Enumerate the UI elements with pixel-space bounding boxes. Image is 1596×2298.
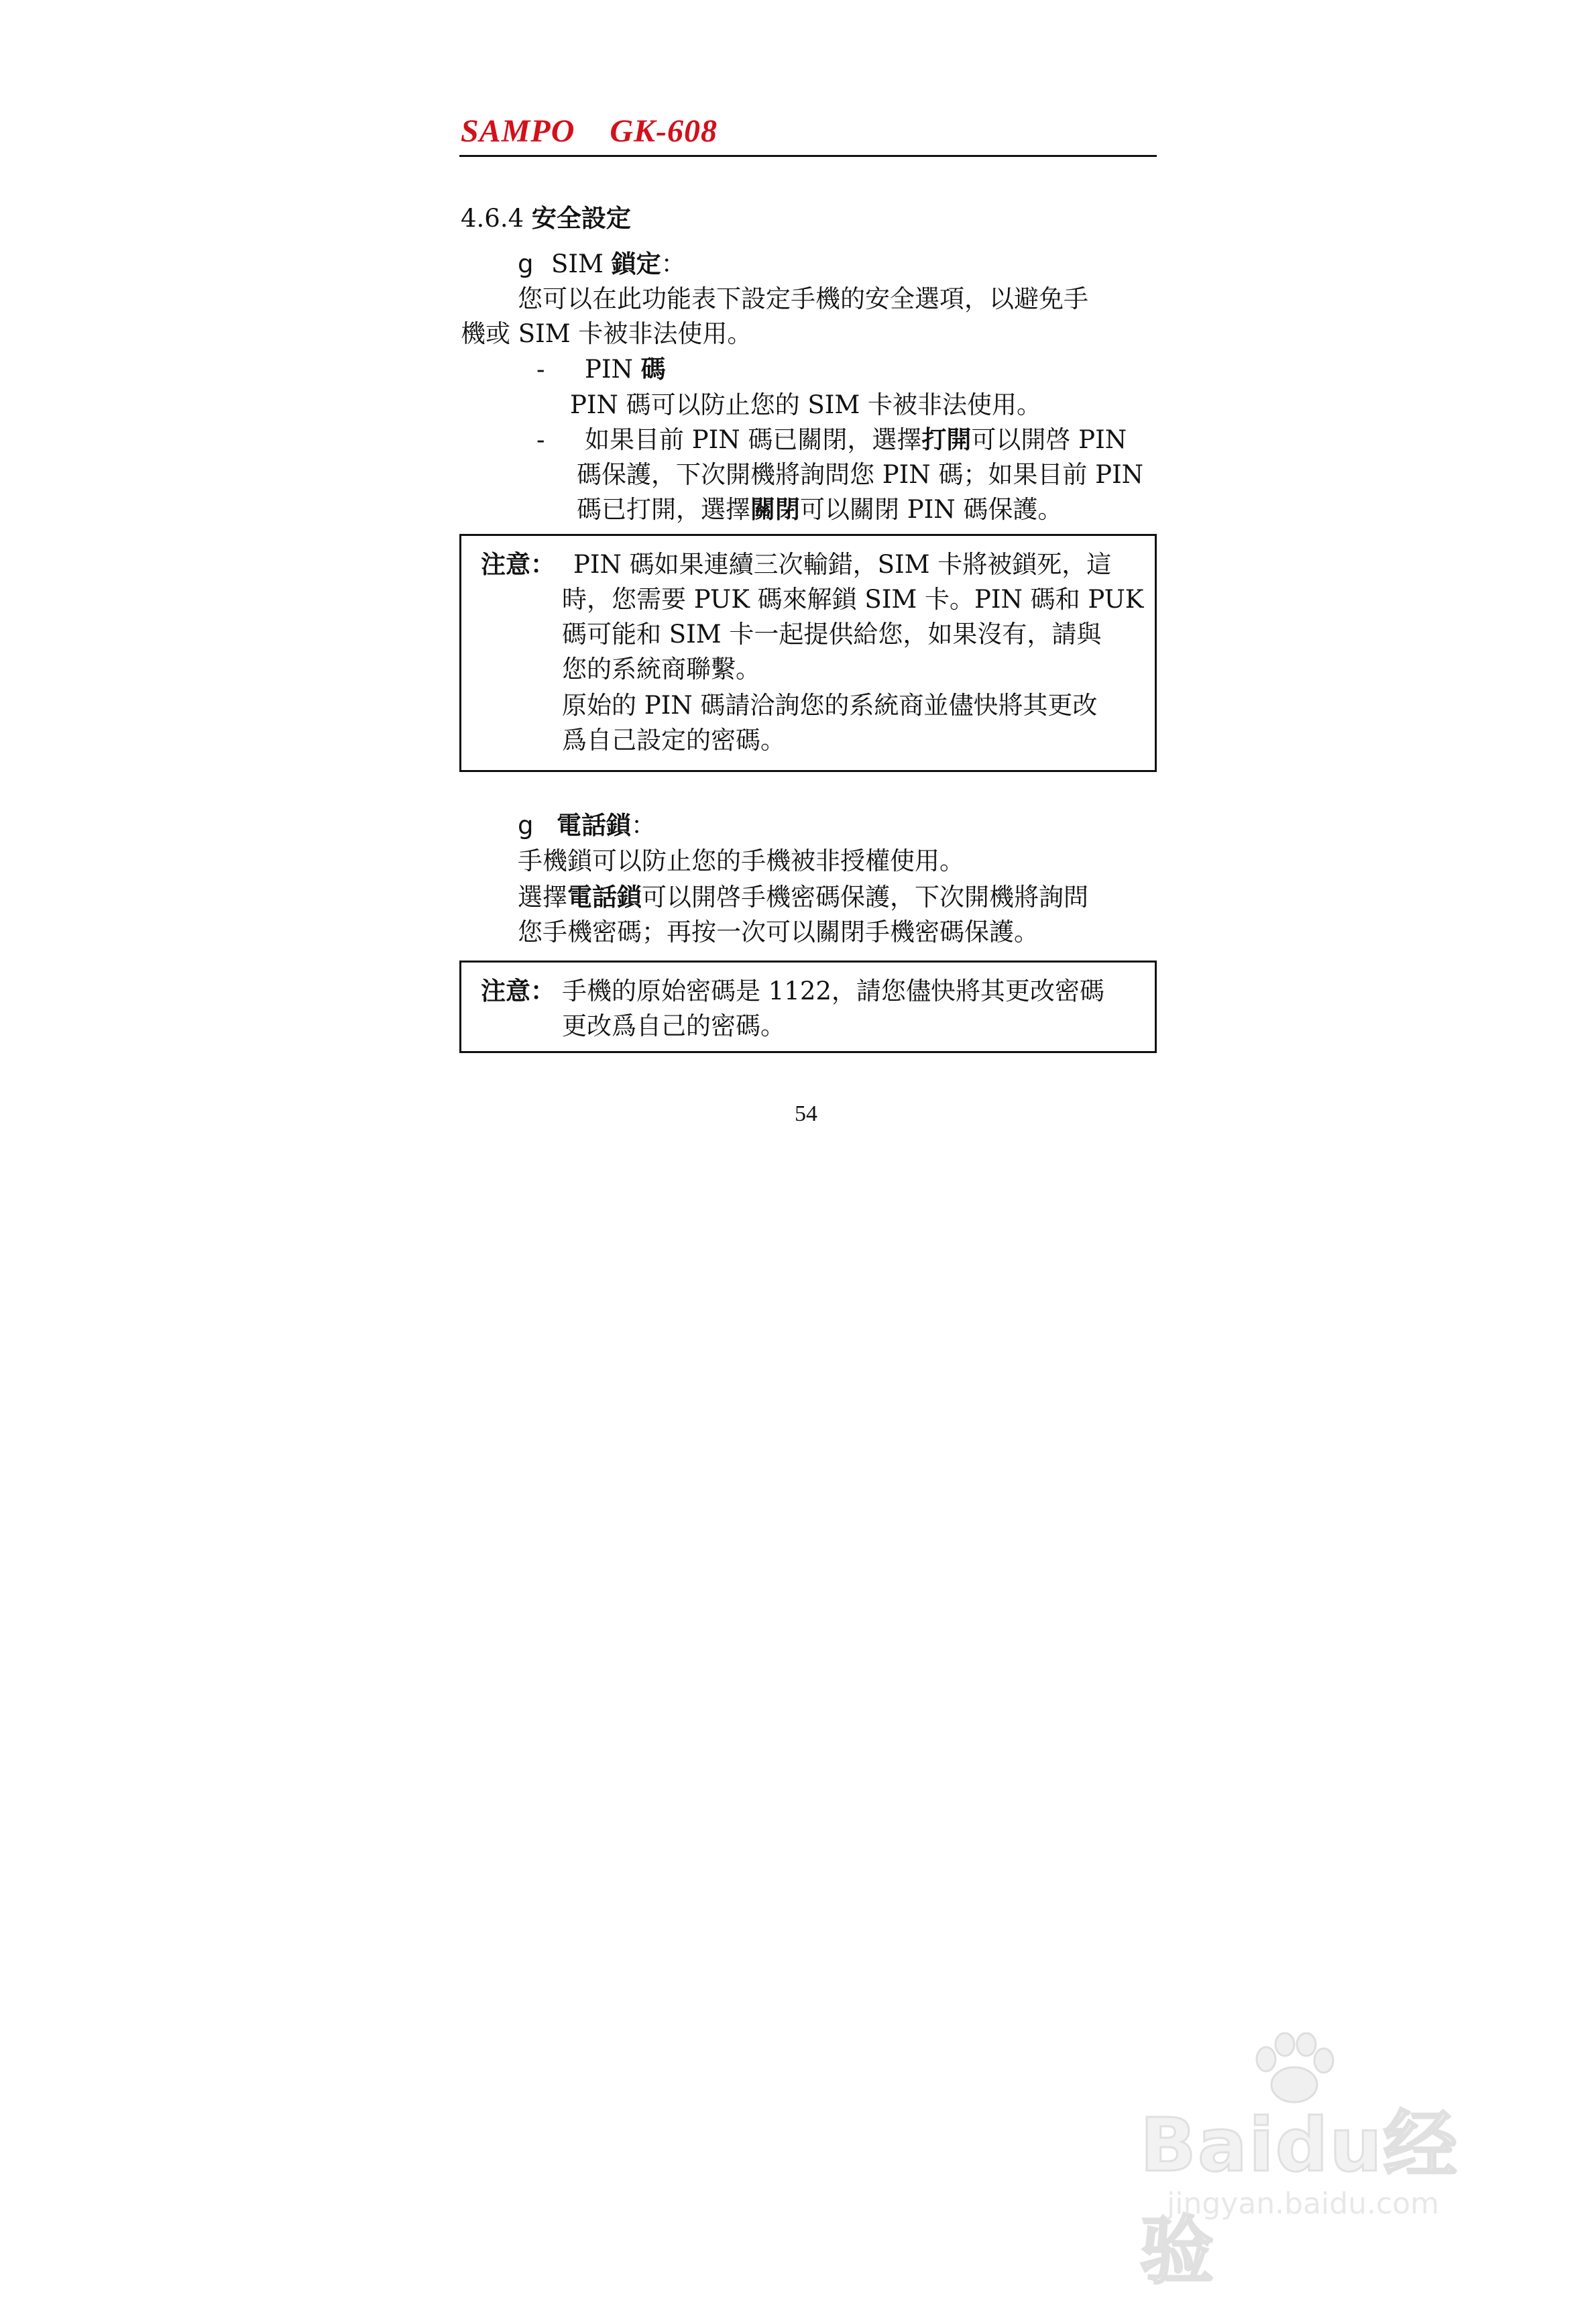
watermark-brand: Baidu经验: [1140, 2102, 1459, 2294]
bullet-icon: g: [518, 811, 534, 840]
pin-toggle-text: 如果目前 PIN 碼已關閉，選擇: [585, 425, 922, 454]
phone-lock-line-2: [518, 880, 1088, 915]
header-rule: [459, 155, 1157, 157]
sim-lock-intro-line-1: 您可以在此功能表下設定手機的安全選項，以避免手: [518, 284, 1088, 313]
pin-toggle-text: 碼已打開，選擇: [577, 495, 750, 524]
pin-code-heading-bold: 碼: [640, 355, 666, 384]
phone-lock-line-3: 您手機密碼；再按一次可以關閉手機密碼保護。: [518, 918, 1039, 946]
phone-lock-heading-bold: 電話鎖: [557, 811, 631, 840]
note-label: 注意：: [481, 550, 555, 579]
section-number: 4.6.4: [461, 204, 524, 233]
note-line: PIN 碼如果連續三次輸錯，SIM 卡將被鎖死，這: [573, 550, 1112, 579]
phone-lock-line-1: 手機鎖可以防止您的手機被非授權使用。: [518, 846, 964, 875]
sim-lock-heading-prefix: SIM: [551, 250, 604, 278]
note-line: 更改爲自己的密碼。: [562, 1011, 785, 1040]
note-line: 手機的原始密碼是 1122，請您儘快將其更改密碼: [562, 977, 1104, 1005]
baidu-watermark: [1140, 2032, 1516, 2294]
sim-lock-heading-suffix: ：: [661, 250, 686, 278]
note-label: 注意：: [481, 977, 555, 1005]
pin-toggle-line-2: 碼保護，下次開機將詢問您 PIN 碼；如果目前 PIN: [577, 460, 1144, 489]
phone-lock-option-label: 電話鎖: [567, 883, 642, 912]
pin-code-heading: [585, 352, 666, 387]
page-number: 54: [795, 1101, 817, 1126]
section-heading: [461, 201, 631, 236]
note-line: 爲自己設定的密碼。: [562, 726, 785, 755]
dash-marker: -: [536, 355, 545, 384]
sim-lock-heading-bold: 鎖定: [611, 250, 661, 278]
phone-lock-heading: [557, 808, 656, 843]
sim-lock-heading: [551, 247, 686, 282]
header-title: SAMPO GK-608: [461, 113, 718, 149]
phone-lock-text: 可以開啓手機密碼保護，下次開機將詢問: [642, 883, 1088, 912]
sim-lock-intro-line-2: 機或 SIM 卡被非法使用。: [461, 319, 752, 348]
pin-toggle-line-1: [585, 423, 1127, 457]
close-option-label: 關閉: [750, 495, 800, 524]
bullet-icon: g: [518, 250, 534, 278]
open-option-label: 打開: [921, 425, 972, 454]
note-line: 原始的 PIN 碼請洽詢您的系統商並儘快將其更改: [562, 691, 1098, 720]
phone-lock-heading-suffix: ：: [631, 811, 656, 840]
note-line: 您的系統商聯繫。: [562, 655, 760, 683]
pin-toggle-text: 可以開啓 PIN: [971, 425, 1127, 454]
note-line: 時，您需要 PUK 碼來解鎖 SIM 卡。PIN 碼和 PUK: [562, 585, 1144, 614]
phone-lock-text: 選擇: [518, 883, 567, 912]
dash-marker: -: [536, 425, 545, 454]
pin-toggle-line-3: [577, 492, 1062, 527]
pin-toggle-text: 可以關閉 PIN 碼保護。: [800, 495, 1063, 524]
pin-code-heading-prefix: PIN: [585, 355, 633, 384]
pin-code-description: PIN 碼可以防止您的 SIM 卡被非法使用。: [570, 390, 1042, 419]
note-line: 碼可能和 SIM 卡一起提供給您，如果沒有，請與: [562, 620, 1102, 649]
section-title: 安全設定: [531, 204, 631, 233]
watermark-url: jingyan.baidu.com: [1167, 2187, 1440, 2221]
